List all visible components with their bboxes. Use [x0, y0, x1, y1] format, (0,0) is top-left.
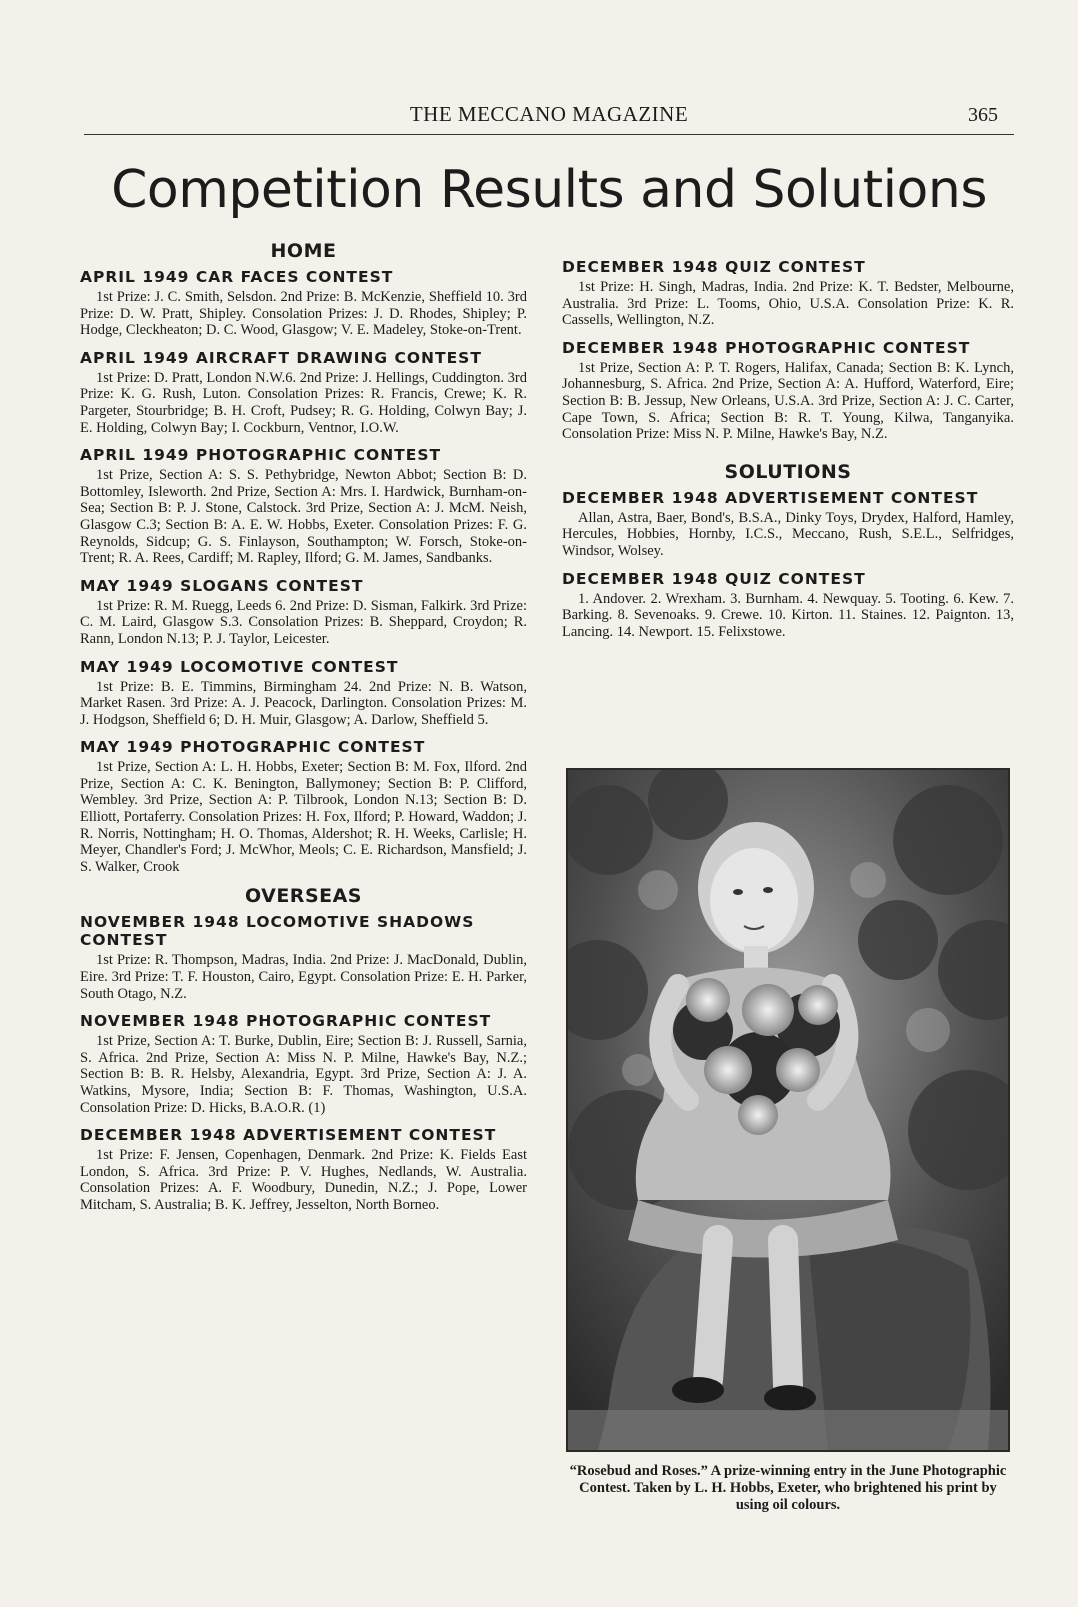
contest-block: [80, 913, 527, 1002]
running-header: [84, 100, 1014, 135]
contest-title: DECEMBER 1948 QUIZ CONTEST: [562, 258, 866, 276]
contest-results: 1st Prize: R. Thompson, Madras, India. 2nd Prize: J. MacDonald, Dublin, Eire. 3rd Prize: T. F. Houston, Cairo, Egypt. Consolation Prize: E. H. Parker, South Otago, N.Z.: [80, 952, 527, 1002]
solution-answers: 1. Andover. 2. Wrexham. 3. Burnham. 4. Newquay. 5. Tooting. 6. Kew. 7. Barking. 8. Sevenoaks. 9. Crewe. 10. Kirton. 11. Staines. 12. Paignton. 13, Lancing. 14. Newport. 15. Felixstowe.: [562, 590, 1014, 640]
solution-block: [562, 489, 1014, 560]
contest-title: MAY 1949 PHOTOGRAPHIC CONTEST: [80, 738, 426, 757]
contest-title: APRIL 1949 CAR FACES CONTEST: [80, 268, 394, 286]
contest-block: [562, 339, 1014, 443]
contest-block: [80, 349, 527, 436]
solution-answers: Allan, Astra, Baer, Bond's, B.S.A., Dinky Toys, Drydex, Halford, Hamley, Hercules, Hobbies, Hornby, I.C.S., Meccano, Rush, S.E.L., Selfridges, Windsor, Wolsey.: [562, 509, 1014, 559]
overseas-heading: OVERSEAS: [244, 885, 362, 908]
girl-with-roses-photo: [568, 770, 1008, 1450]
solution-block: [562, 570, 1014, 641]
solutions-heading: SOLUTIONS: [724, 460, 852, 483]
contest-title: DECEMBER 1948 ADVERTISEMENT CONTEST: [80, 1126, 497, 1145]
contest-title: APRIL 1949 PHOTOGRAPHIC CONTEST: [80, 446, 442, 465]
contest-title: NOVEMBER 1948 PHOTOGRAPHIC CONTEST: [80, 1012, 492, 1031]
contest-title: MAY 1949 SLOGANS CONTEST: [80, 576, 364, 595]
page-number: 365: [968, 104, 998, 126]
contest-title: DECEMBER 1948 PHOTOGRAPHIC CONTEST: [562, 338, 971, 357]
contest-results: 1st Prize, Section A: S. S. Pethybridge, Newton Abbot; Section B: D. Bottomley, Isleworth. 2nd Prize, Section A: Mrs. I. Hardwick, Burnham-on-Sea; Section B: P. J. Stone, Calstock. 3rd Prize, Section A: J. McM. Neish, Glasgow C.3; Section B: A. E. W. Hobbs, Exeter. Consolation Prizes: F. G. Reynolds, Sidcup; G. S. Finlayson, Southampton; W. Forsch, Stoke-on-Trent; R. A. Rees, Cardiff; M. Rapley, Ilford; G. M. James, Sandbanks.: [80, 467, 527, 567]
contest-results: 1st Prize: B. E. Timmins, Birmingham 24. 2nd Prize: N. B. Watson, Market Rasen. 3rd Prize: A. J. Peacock, Darlington. Consolation Prizes: M. J. Hodgson, Sheffield 6; D. H. Muir, Glasgow; A. Darlow, Sheffield 5.: [80, 678, 527, 728]
prize-photograph: [566, 768, 1010, 1452]
contest-block: [80, 1126, 527, 1213]
contest-results: 1st Prize, Section A: P. T. Rogers, Halifax, Canada; Section B: K. Lynch, Johannesburg, S. Africa. 2nd Prize, Section A: A. Hufford, Waterford, Eire; Section B: B. Jessup, New Orleans, U.S.A. 3rd Prize, Section A: J. C. Carter, Cape Town, S. Africa; Section B: R. T. Young, Kilwa, Tanganyika. Consolation Prize: Miss N. P. Milne, Hawke's Bay, N.Z.: [562, 359, 1014, 443]
home-heading: HOME: [270, 240, 337, 262]
contest-block: [80, 268, 527, 339]
contest-block: [80, 446, 527, 567]
contest-results: 1st Prize: R. M. Ruegg, Leeds 6. 2nd Prize: D. Sisman, Falkirk. 3rd Prize: C. M. Laird, Glasgow S.3. Consolation Prizes: B. Sheppard, Croydon; R. Rann, London N.13; P. J. Taylor, Leicester.: [80, 597, 527, 647]
contest-results: 1st Prize: D. Pratt, London N.W.6. 2nd Prize: J. Hellings, Cuddington. 3rd Prize: K. G. Rush, Luton. Consolation Prizes: R. Francis, Crewe; K. R. Pargeter, Stourbridge; B. H. Croft, Pudsey; R. G. Holding, Colwyn Bay; J. E. Holding, Colwyn Bay; I. Cockburn, Ventnor, I.O.W.: [80, 369, 527, 436]
contest-title: APRIL 1949 AIRCRAFT DRAWING CONTEST: [80, 348, 482, 367]
magazine-title: THE MECCANO MAGAZINE: [409, 102, 689, 126]
contest-block: [80, 658, 527, 729]
contest-results: 1st Prize, Section A: T. Burke, Dublin, Eire; Section B: J. Russell, Sarnia, S. Africa. 2nd Prize, Section A: Miss N. P. Milne, Hawke's Bay, N.Z.; Section B: B. R. Helsby, Alexandria, Egypt. 3rd Prize, Section A: J. A. Watkins, Mysore, India; Section B: F. Thomas, Washington, U.S.A. Consolation Prize: D. Hicks, B.A.O.R. (1): [80, 1033, 527, 1116]
contest-block: [562, 258, 1014, 329]
photo-caption: “Rosebud and Roses.” A prize-winning entry in the June Photographic Contest. Taken by L. H. Hobbs, Exeter, who brightened his print by using oil colours.: [569, 1463, 1007, 1513]
contest-results: 1st Prize: F. Jensen, Copenhagen, Denmark. 2nd Prize: K. Fields East London, S. Africa. 3rd Prize: P. V. Hughes, Nedlands, W. Australia. Consolation Prizes: A. F. Woodbury, Dunedin, N.Z.; J. Pope, Lower Mitcham, S. Australia; B. K. Jeffrey, Jesselton, North Borneo.: [80, 1147, 527, 1213]
left-column: [80, 240, 527, 1224]
contest-results: 1st Prize: J. C. Smith, Selsdon. 2nd Prize: B. McKenzie, Sheffield 10. 3rd Prize: D. W. Pratt, Shipley. Consolation Prizes: J. D. Rhodes, Shipley; P. Hodge, Cleckheaton; D. C. Wood, Glasgow; V. E. Madeley, Stoke-on-Trent.: [80, 289, 527, 339]
contest-results: 1st Prize: H. Singh, Madras, India. 2nd Prize: K. T. Bedster, Melbourne, Australia. 3rd Prize: L. Tooms, Ohio, U.S.A. Consolation Prize: K. R. Cassells, Wellington, N.Z.: [562, 279, 1014, 329]
contest-title: MAY 1949 LOCOMOTIVE CONTEST: [80, 657, 399, 676]
contest-block: [80, 577, 527, 648]
contest-results: 1st Prize, Section A: L. H. Hobbs, Exeter; Section B: M. Fox, Ilford. 2nd Prize, Section A: C. K. Benington, Ballymoney; Section B: P. Clifford, Wembley. 3rd Prize, Section A: P. Tilbrook, London N.13; Section B: D. Elliott, Portaferry. Consolation Prizes: H. Fox, Ilford; P. Howard, Waddon; J. R. Norris, Nottingham; H. O. Thomas, Aldershot; R. H. Weeks, Carlisle; H. Meyer, Chandler's Ford; J. McWhor, Meols; C. E. Richardson, Mansfield; J. S. Walker, Crook: [80, 759, 527, 875]
contest-title: NOVEMBER 1948 LOCOMOTIVE SHADOWS CONTEST: [80, 913, 475, 950]
right-column: [562, 240, 1014, 650]
contest-block: [80, 1012, 527, 1116]
contest-block: [80, 738, 527, 875]
solution-title: DECEMBER 1948 ADVERTISEMENT CONTEST: [562, 488, 979, 507]
solution-title: DECEMBER 1948 QUIZ CONTEST: [562, 569, 866, 588]
page-title: Competition Results and Solutions: [111, 160, 987, 220]
